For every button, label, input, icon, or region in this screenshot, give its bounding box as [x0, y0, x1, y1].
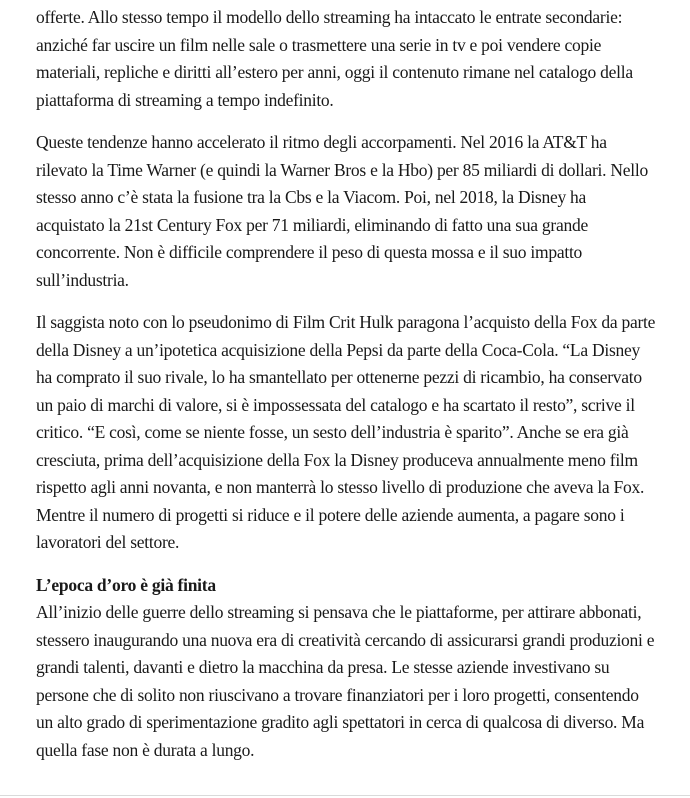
section-heading: L’epoca d’oro è già finita — [36, 574, 216, 595]
article-paragraph-3: Il saggista noto con lo pseudonimo di Film Crit Hulk paragona l’acquisto della Fox da parte della Disney a un’ipotetica acquisizione della Pepsi da parte della Coca-Cola. “La Disney ha comprato il suo rivale, lo ha smantellato per ottenerne pezzi di ricambio, ha conservato un paio di marchi di valore, si è impossessata del catalogo e ha scartato il resto”, scrive il critico. “E così, come se niente fosse, un sesto dell’industria è sparito”. Anche se era già cresciuta, prima dell’acquisizione della Fox la Disney produceva annualmente meno film rispetto agli anni novanta, e non manterrà lo stesso livello di produzione che aveva la Fox. Mentre il numero di progetti si riduce e il potere delle aziende aumenta, a pagare sono i lavoratori del settore. — [36, 312, 656, 552]
article-paragraph-1: offerte. Allo stesso tempo il modello dello streaming ha intaccato le entrate secondarie: anziché far uscire un film nelle sale o trasmettere una serie in tv e poi vendere copie materiali, repliche e diritti all’estero per anni, oggi il contenuto rimane nel catalogo della piattaforma di streaming a tempo indefinito. — [36, 7, 633, 110]
section-divider — [0, 795, 690, 796]
article-paragraph-2: Queste tendenze hanno accelerato il ritmo degli accorpamenti. Nel 2016 la AT&T ha rilevato la Time Warner (e quindi la Warner Bros e la Hbo) per 85 miliardi di dollari. Nello stesso anno c’è stata la fusione tra la Cbs e la Viacom. Poi, nel 2018, la Disney ha acquistato la 21st Century Fox per 71 miliardi, eliminando di fatto una sua grande concorrente. Non è difficile comprendere il peso di questa mossa e il suo impatto sull’industria. — [36, 132, 648, 290]
article-paragraph-4: All’inizio delle guerre dello streaming si pensava che le piattaforme, per attirare abbonati, stessero inaugurando una nuova era di creatività cercando di assicurarsi grandi produzioni e grandi talenti, davanti e dietro la macchina da presa. Le stesse aziende investivano su persone che di solito non riuscivano a trovare finanziatori per i loro progetti, consentendo un alto grado di sperimentazione gradito agli spettatori in cerca di qualcosa di diverso. Ma quella fase non è durata a lungo. — [36, 602, 655, 760]
